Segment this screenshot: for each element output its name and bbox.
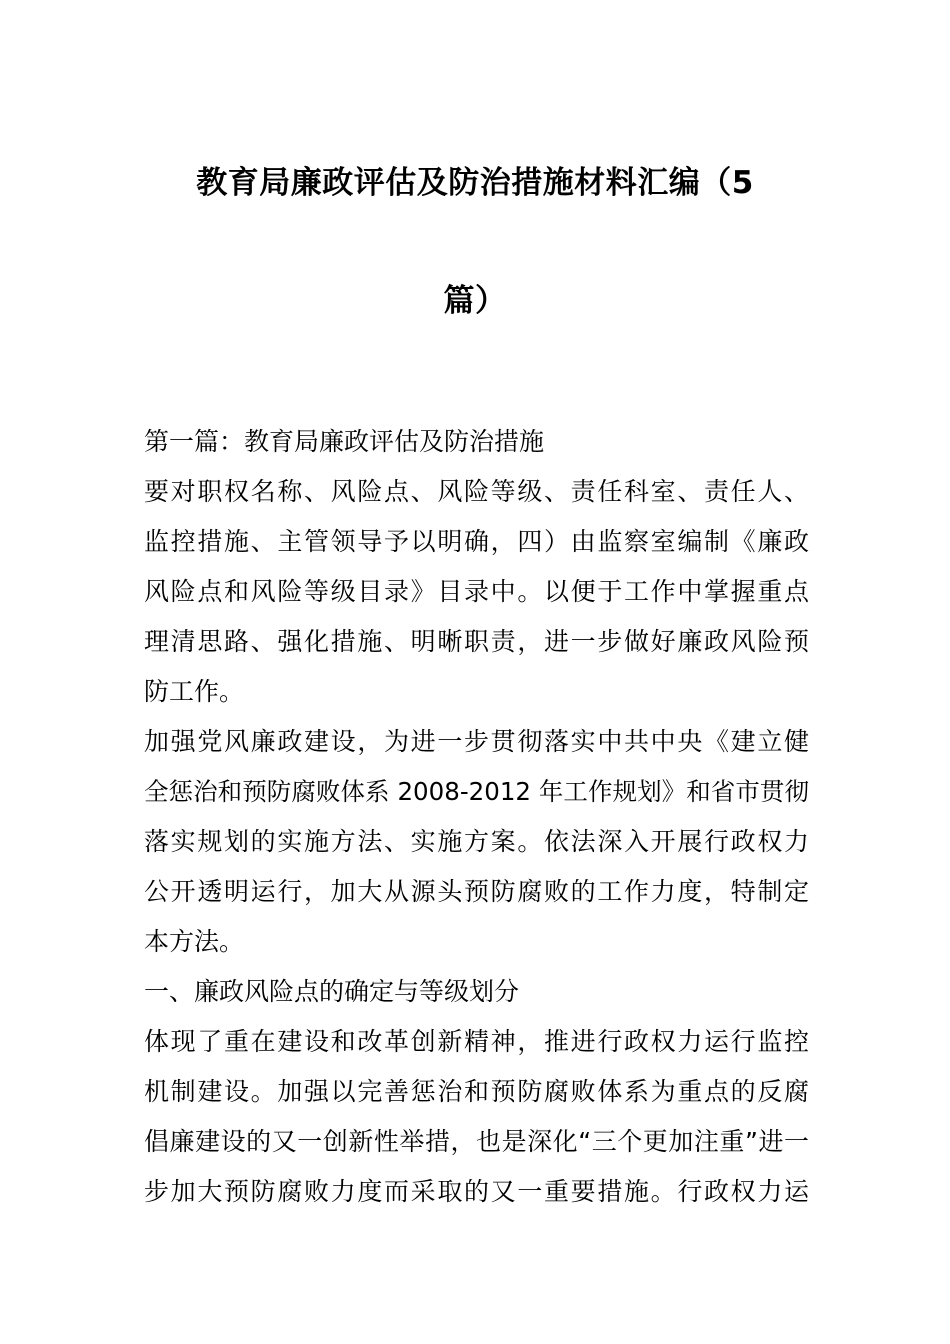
body-text-line: 公开透明运行，加大从源头预防腐败的工作力度，特制定 [144, 877, 809, 906]
body-text-line: 全惩治和预防腐败体系 2008-2012 年工作规划》和省市贯彻 [144, 777, 809, 806]
body-text-line: 第一篇：教育局廉政评估及防治措施 [144, 427, 545, 456]
body-text-line: 要对职权名称、风险点、风险等级、责任科室、责任人、 [144, 477, 809, 506]
body-text-line: 加强党风廉政建设，为进一步贯彻落实中共中央《建立健 [144, 727, 809, 756]
body-text-line: 理清思路、强化措施、明晰职责，进一步做好廉政风险预 [144, 627, 809, 656]
body-text-line: 落实规划的实施方法、实施方案。依法深入开展行政权力 [144, 827, 809, 856]
document-title-line-2: 篇） [443, 283, 507, 319]
document-body [144, 417, 809, 1217]
body-text-line: 体现了重在建设和改革创新精神，推进行政权力运行监控 [144, 1027, 809, 1056]
body-text-line: 机制建设。加强以完善惩治和预防腐败体系为重点的反腐 [144, 1077, 809, 1106]
body-text-line: 步加大预防腐败力度而采取的又一重要措施。行政权力运 [144, 1177, 809, 1206]
body-text-line: 监控措施、主管领导予以明确，四）由监察室编制《廉政 [144, 527, 809, 556]
document-title-line-1: 教育局廉政评估及防治措施材料汇编（5 [196, 165, 754, 201]
body-text-line: 一、廉政风险点的确定与等级划分 [144, 977, 520, 1006]
body-text-line: 本方法。 [144, 927, 245, 956]
body-text-line: 防工作。 [144, 677, 245, 706]
body-text-line: 倡廉建设的又一创新性举措，也是深化“三个更加注重”进一 [144, 1127, 809, 1156]
body-text-line: 风险点和风险等级目录》目录中。以便于工作中掌握重点 [144, 577, 809, 606]
